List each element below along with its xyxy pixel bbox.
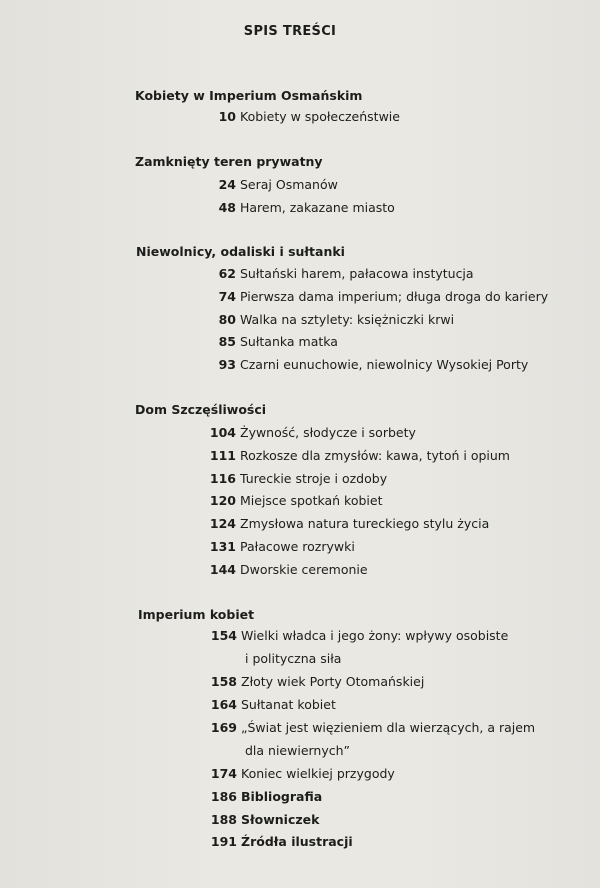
entry-title: Złoty wiek Porty Otomańskiej: [241, 674, 425, 689]
toc-entry: [196, 334, 338, 349]
page-number: 24: [218, 177, 236, 192]
page-number: 85: [218, 334, 236, 349]
entry-title: Wielki władca i jego żony: wpływy osobiste: [241, 628, 509, 643]
page-number: 154: [210, 628, 237, 643]
entry-title: Kobiety w społeczeństwie: [240, 109, 400, 124]
toc-entry: [196, 562, 368, 577]
page-number: 144: [209, 562, 236, 577]
toc-entry: [197, 789, 322, 804]
entry-title: Miejsce spotkań kobiet: [240, 493, 383, 508]
page-number: 48: [218, 200, 236, 215]
toc-entry: [196, 493, 382, 508]
section-heading: Zamknięty teren prywatny: [135, 154, 323, 169]
entry-title: Słowniczek: [241, 812, 320, 827]
section-heading: Imperium kobiet: [138, 607, 255, 622]
entry-title: Walka na sztylety: księżniczki krwi: [240, 312, 455, 327]
page-number: 104: [209, 425, 236, 440]
page-number: 174: [210, 766, 237, 781]
section-heading: Niewolnicy, odaliski i sułtanki: [136, 244, 345, 259]
entry-title: „Świat jest więzieniem dla wierzących, a rajem: [241, 720, 536, 735]
toc-entry: [197, 720, 535, 735]
entry-title: Bibliografia: [241, 789, 323, 804]
page-number: 188: [210, 812, 237, 827]
toc-entry: [196, 448, 510, 463]
page-number: 158: [210, 674, 237, 689]
toc-entry: [197, 697, 336, 712]
toc-entry: [196, 539, 355, 554]
toc-entry: [197, 674, 424, 689]
toc-entry: [196, 471, 387, 486]
entry-continuation: dla niewiernych”: [245, 743, 351, 758]
page-number: 186: [210, 789, 237, 804]
toc-entry: [196, 266, 474, 281]
toc-entry: [196, 200, 395, 215]
entry-title: Zmysłowa natura tureckiego stylu życia: [240, 516, 490, 531]
entry-title: Żywność, słodycze i sorbety: [240, 425, 416, 440]
page-number: 80: [218, 312, 236, 327]
entry-title: Sułtański harem, pałacowa instytucja: [240, 266, 474, 281]
toc-entry: [196, 109, 400, 124]
page-number: 191: [210, 834, 237, 849]
entry-title: Źródła ilustracji: [241, 834, 353, 849]
section-heading: Kobiety w Imperium Osmańskim: [135, 88, 363, 103]
page-number: 120: [209, 493, 236, 508]
entry-title: Rozkosze dla zmysłów: kawa, tytoń i opium: [240, 448, 510, 463]
page-number: 124: [209, 516, 236, 531]
page-number: 164: [210, 697, 237, 712]
toc-entry: [197, 766, 395, 781]
entry-title: Pierwsza dama imperium; długa droga do kariery: [240, 289, 549, 304]
toc-entry: [197, 834, 353, 849]
entry-title: Czarni eunuchowie, niewolnicy Wysokiej Porty: [240, 357, 529, 372]
entry-title: Sułtanat kobiet: [241, 697, 336, 712]
entry-continuation: i polityczna siła: [245, 651, 342, 666]
page-number: 116: [209, 471, 236, 486]
entry-title: Tureckie stroje i ozdoby: [240, 471, 388, 486]
toc-entry: [196, 312, 454, 327]
page-title: SPIS TREŚCI: [243, 24, 337, 39]
page-number: 74: [218, 289, 236, 304]
page-number: 131: [209, 539, 236, 554]
page-number: 62: [218, 266, 236, 281]
toc-entry: [196, 177, 338, 192]
entry-title: Seraj Osmanów: [240, 177, 338, 192]
page-number: 111: [209, 448, 236, 463]
toc-entry: [196, 516, 489, 531]
toc-entry: [196, 289, 548, 304]
section-heading: Dom Szczęśliwości: [135, 402, 267, 417]
toc-entry: [197, 628, 508, 643]
entry-title: Harem, zakazane miasto: [240, 200, 395, 215]
entry-title: Pałacowe rozrywki: [240, 539, 355, 554]
entry-title: Koniec wielkiej przygody: [241, 766, 395, 781]
page-number: 10: [218, 109, 236, 124]
page-number: 93: [218, 357, 236, 372]
toc-entry: [196, 357, 528, 372]
toc-entry: [196, 425, 416, 440]
toc-entry: [197, 812, 319, 827]
entry-title: Sułtanka matka: [240, 334, 338, 349]
entry-title: Dworskie ceremonie: [240, 562, 368, 577]
page-number: 169: [210, 720, 237, 735]
